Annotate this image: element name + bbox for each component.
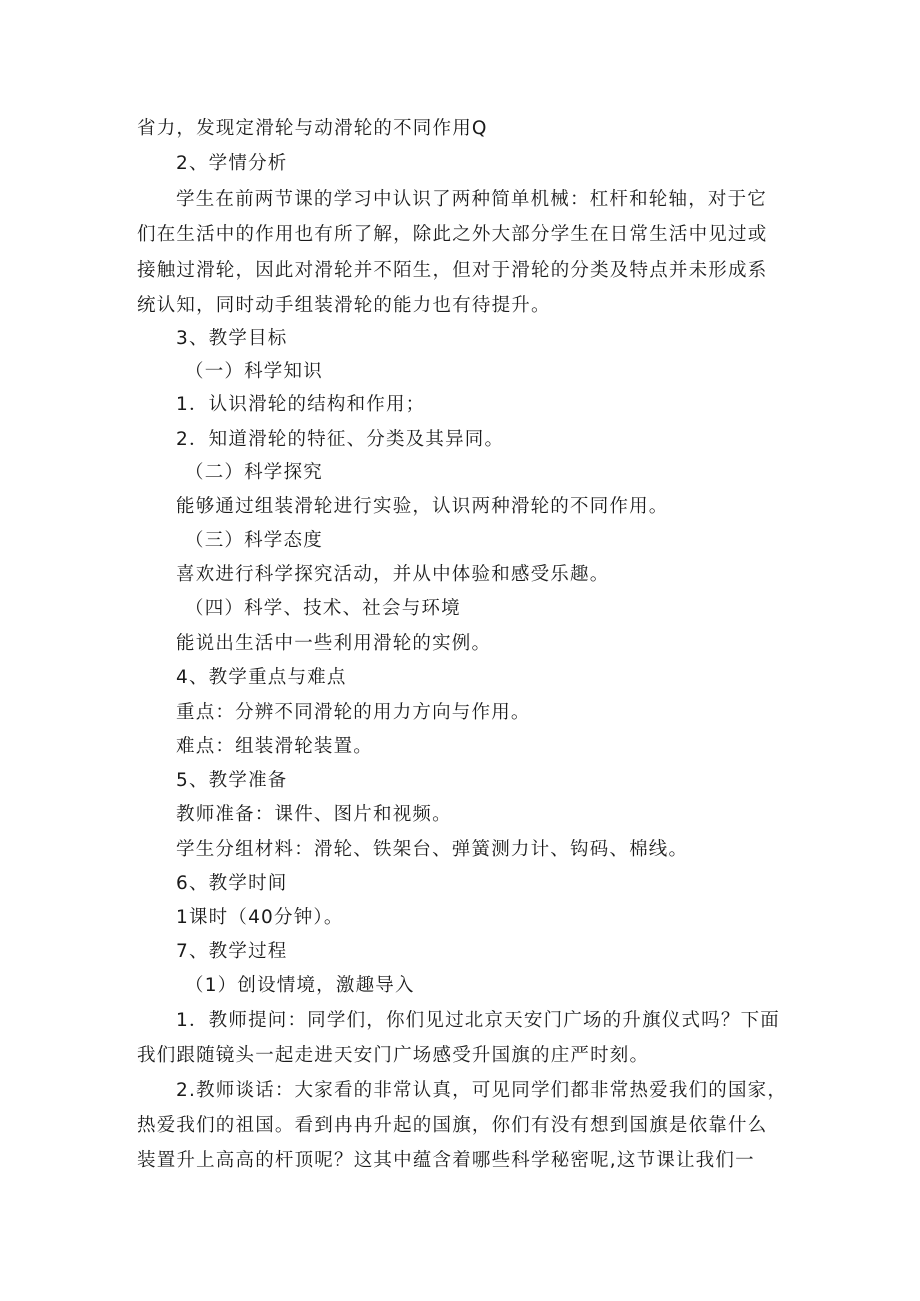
paragraph-line: 学生分组材料：滑轮、铁架台、弹簧测力计、钩码、棉线。 [176, 839, 689, 860]
paragraph-line: 1．教师提问：同学们，你们见过北京天安门广场的升旗仪式吗？下面 [176, 1010, 780, 1031]
paragraph-line: 1课时（40分钟）。 [176, 907, 344, 928]
paragraph-line: 喜欢进行科学探究活动，并从中体验和感受乐趣。 [176, 564, 610, 585]
paragraph-line: 教师准备：课件、图片和视频。 [176, 804, 452, 825]
paragraph-line: 接触过滑轮，因此对滑轮并不陌生，但对于滑轮的分类及特点并未形成系 [137, 260, 768, 281]
section-heading: 3、教学目标 [176, 328, 288, 349]
paragraph-line: 重点：分辨不同滑轮的用力方向与作用。 [176, 702, 531, 723]
section-heading: 6、教学时间 [176, 873, 288, 894]
paragraph-line: 统认知，同时动手组装滑轮的能力也有待提升。 [137, 295, 551, 316]
section-heading: 4、教学重点与难点 [176, 667, 347, 688]
paragraph-line: 装置升上高高的杆顶呢？这其中蕴含着哪些科学秘密呢,这节课让我们一 [137, 1150, 755, 1171]
list-item: 1．认识滑轮的结构和作用； [176, 394, 426, 415]
paragraph-line: 难点：组装滑轮装置。 [176, 736, 374, 757]
subsection-heading: （一）科学知识 [185, 361, 323, 382]
section-heading: 2、学情分析 [176, 153, 288, 174]
section-heading: 7、教学过程 [176, 941, 288, 962]
subsection-heading: （1）创设情境，激趣导入 [185, 975, 415, 996]
list-item: 2．知道滑轮的特征、分类及其异同。 [176, 429, 505, 450]
section-heading: 5、教学准备 [176, 770, 288, 791]
subsection-heading: （二）科学探究 [185, 462, 323, 483]
paragraph-line: 我们跟随镜头一起走进天安门广场感受升国旗的庄严时刻。 [137, 1045, 650, 1066]
paragraph-line: 热爱我们的祖国。看到冉冉升起的国旗，你们有没有想到国旗是依靠什么 [137, 1115, 768, 1136]
subsection-heading: （三）科学态度 [185, 530, 323, 551]
text-line: 省力，发现定滑轮与动滑轮的不同作用Q [137, 118, 488, 139]
subsection-heading: （四）科学、技术、社会与环境 [185, 598, 461, 619]
paragraph-line: 能说出生活中一些利用滑轮的实例。 [176, 633, 492, 654]
paragraph-line: 学生在前两节课的学习中认识了两种简单机械：杠杆和轮轴，对于它 [176, 189, 768, 210]
paragraph-line: 能够通过组装滑轮进行实验，认识两种滑轮的不同作用。 [176, 496, 669, 517]
paragraph-line: 2.教师谈话：大家看的非常认真，可见同学们都非常热爱我们的国家， [176, 1080, 788, 1101]
paragraph-line: 们在生活中的作用也有所了解，除此之外大部分学生在日常生活中见过或 [137, 224, 768, 245]
